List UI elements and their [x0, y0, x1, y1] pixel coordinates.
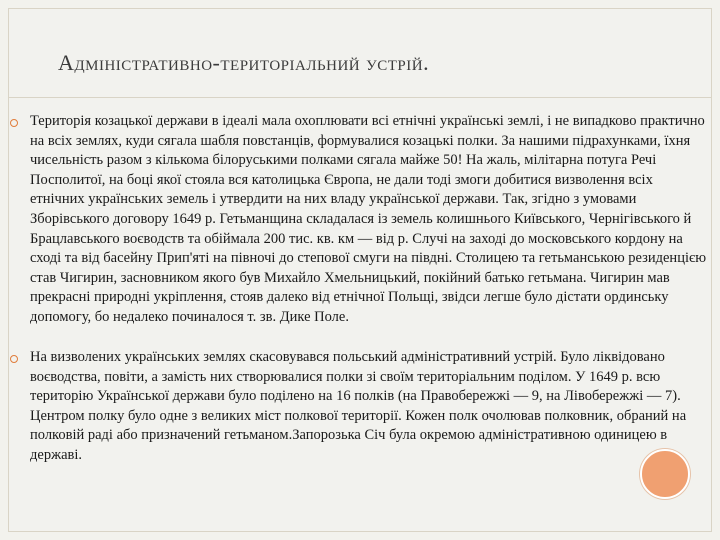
slide-title: Адміністративно-територіальний устрій.	[58, 50, 430, 75]
decorative-circle	[640, 449, 690, 499]
bullet-icon	[10, 355, 18, 363]
bullet-icon	[10, 119, 18, 127]
paragraph-territory: Територія козацької держави в ідеалі мала охоплювати всі етнічні українські землі, і не випадково практично на всіх землях, куди сягала шабля повстанців, формувалися козацькі полки. За нашими підрахунками, їхня чисельність разом з кількома білоруськими полками сягала майже 50! На жаль, мілітарна потуга Речі Посполитої, на боці якої стояла вся католицька Європа, не дали тоді змоги добитися визволення всіх етнічних українських земель і утвердити на них владу української держави. Так, згідно з умовами Зборівського договору 1649 р. Гетьманщина складалася із земель колишнього Київського, Чернігівського й Брацлавського воєводств та обіймала 200 тис. кв. км — від р. Случі на заході до московського кордону на сході та від басейну Прип'яті на півночі до степової смуги на півдні. Столицею та гетьманською резиденцією став Чигирин, засновником якого був Михайло Хмельницький, покійний батько гетьмана. Чигирин мав прекрасні природні укріплення, стояв далеко від етнічної Польщі, звідси легше було дістати ординську допомогу, бо недалеко починалося т. зв. Дике Поле.	[30, 113, 707, 325]
title-divider	[8, 97, 712, 98]
paragraph-administration: На визволених українських землях скасовувався польський адміністративний устрій. Було ліквідовано воєводства, повіти, а замість них створювалися полки зі своїм територіальним поділом. У 1649 р. всю територію Української держави було поділено на 16 полків (на Правобережжі — 9, на Лівобережжі — 7). Центром полку було одне з великих міст полкової території. Кожен полк очолював полковник, обраний на полковій раді або призначений гетьманом.Запорозька Січ була окремою адміністративною одиницею в державі.	[30, 349, 687, 463]
